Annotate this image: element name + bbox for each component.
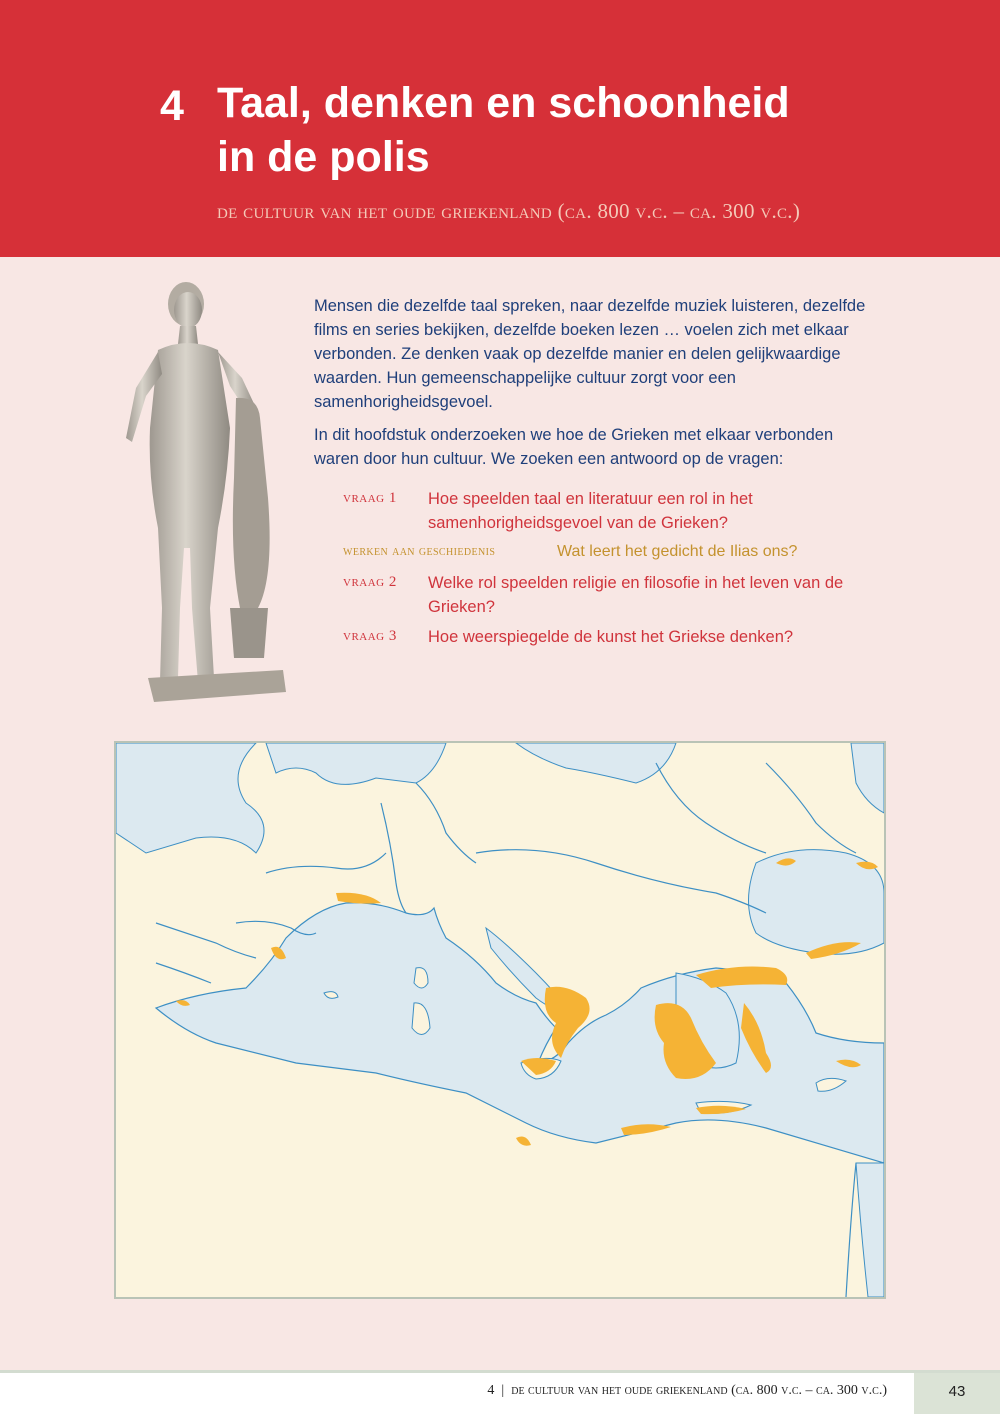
page-footer xyxy=(0,1370,1000,1414)
chapter-header xyxy=(0,0,1000,257)
werken-aan-geschiedenis xyxy=(343,541,903,563)
question-2-label: vraag 2 xyxy=(343,574,397,590)
footer-chapter-number: 4 xyxy=(487,1383,495,1398)
intro-text xyxy=(314,294,874,480)
page-number: 43 xyxy=(948,1383,966,1400)
question-2 xyxy=(343,571,903,619)
question-3 xyxy=(343,625,903,649)
chapter-title xyxy=(217,76,917,184)
intro-paragraph-2: In dit hoofdstuk onderzoeken we hoe de Grieken met elkaar verbonden waren door hun cultuur. We zoeken een antwoord op de vragen: xyxy=(314,426,834,468)
footer-chapter-info xyxy=(487,1383,887,1399)
chapter-number: 4 xyxy=(160,82,184,130)
question-3-text: Hoe weerspiegelde de kunst het Griekse denken? xyxy=(428,628,794,646)
footer-strip xyxy=(0,1370,1000,1373)
question-1-text: Hoe speelden taal en literatuur een rol in het samenhorigheidsgevoel van de Grieken? xyxy=(428,490,753,532)
intro-paragraph-1: Mensen die dezelfde taal spreken, naar dezelfde muziek luisteren, dezelfde films en series bekijken, dezelfde boeken lezen … voelen zich met elkaar verbonden. Ze denken vaak op dezelfde manier en delen gelijkwaardige waarden. Hun gemeenschappelijke cultuur zorgt voor een samenhorigheidsgevoel. xyxy=(314,297,866,411)
question-3-label: vraag 3 xyxy=(343,628,397,644)
footer-chapter-title: de cultuur van het oude griekenland (ca. 800 v.c. – ca. 300 v.c.) xyxy=(511,1383,887,1398)
chapter-subtitle: de cultuur van het oude griekenland (ca. 800 v.c. – ca. 300 v.c.) xyxy=(217,199,801,223)
question-1-label: vraag 1 xyxy=(343,490,397,506)
question-2-text: Welke rol speelden religie en filosofie in het leven van de Grieken? xyxy=(428,574,844,616)
werken-text: Wat leert het gedicht de Ilias ons? xyxy=(557,543,798,560)
question-list xyxy=(343,487,903,655)
statue-image xyxy=(118,278,290,712)
chapter-title-line1: Taal, denken en schoonheid xyxy=(217,79,790,127)
question-1 xyxy=(343,487,903,535)
werken-label: werken aan geschiedenis xyxy=(343,544,496,559)
atlantic-ocean xyxy=(116,743,264,853)
map-svg xyxy=(116,743,884,1297)
footer-separator: | xyxy=(501,1383,505,1398)
chapter-title-line2: in de polis xyxy=(217,133,430,181)
mediterranean-map xyxy=(114,741,886,1299)
page-number-box xyxy=(914,1373,1000,1414)
